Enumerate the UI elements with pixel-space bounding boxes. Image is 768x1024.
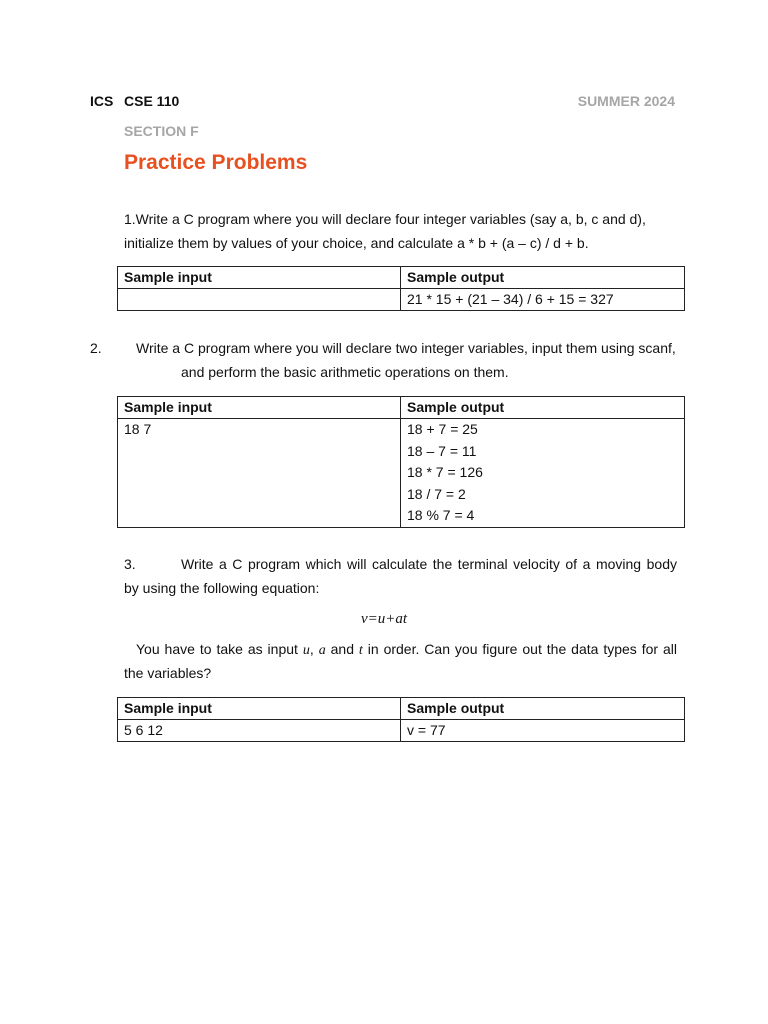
problem-1-line-1: 1.Write a C program where you will declare four integer variables (say a, b, c and d),	[124, 211, 646, 227]
problem-3-line-1: Write a C program which will calculate the terminal velocity of a moving body	[181, 556, 677, 572]
variable-u: u	[302, 643, 310, 658]
output-line: 18 * 7 = 126	[407, 464, 483, 480]
problem-1-text	[124, 208, 677, 255]
note-text: You have to take as input	[136, 641, 303, 657]
note-text: and	[325, 641, 359, 657]
note-text: ,	[309, 641, 319, 657]
equation: v=u+at	[360, 611, 408, 627]
variable-t: t	[358, 643, 363, 658]
sample-output-header: Sample output	[401, 397, 685, 419]
problem-3-note-line-2: the variables?	[124, 665, 212, 681]
output-line: 18 + 7 = 25	[407, 421, 478, 437]
problem-1-sample-input	[118, 289, 401, 311]
problem-1-sample-table	[117, 266, 685, 311]
problem-3-line-2: by using the following equation:	[124, 580, 320, 596]
problem-3-note	[136, 641, 677, 659]
problem-3-sample-table	[117, 697, 685, 742]
output-line: 18 / 7 = 2	[407, 485, 466, 502]
sample-input-header: Sample input	[118, 397, 401, 419]
problem-2-sample-output	[401, 419, 685, 528]
problem-2-line-2: and perform the basic arithmetic operations on them.	[181, 364, 509, 380]
problem-2-sample-table	[117, 396, 685, 528]
term-label: SUMMER 2024	[577, 93, 675, 109]
note-text: in order. Can you figure out the data types for all	[362, 641, 678, 657]
problem-2-line-1: Write a C program where you will declare two integer variables, input them using scanf,	[136, 340, 676, 356]
page-title: Practice Problems	[124, 151, 308, 174]
problem-3-sample-input: 5 6 12	[118, 720, 401, 742]
section-label: SECTION F	[124, 123, 199, 139]
output-line: 18 % 7 = 4	[407, 507, 475, 523]
dept-label: ICS	[90, 93, 114, 109]
variable-a: a	[318, 643, 326, 658]
problem-3-number: 3.	[124, 556, 136, 572]
sample-output-header: Sample output	[401, 698, 685, 720]
course-code: CSE 110	[124, 93, 180, 109]
sample-input-header: Sample input	[118, 267, 401, 289]
problem-2-number: 2.	[90, 340, 102, 356]
problem-1-line-2: initialize them by values of your choice, and calculate a * b + (a – c) / d + b.	[124, 234, 589, 251]
problem-3-sample-output: v = 77	[401, 720, 685, 742]
sample-output-header: Sample output	[401, 267, 685, 289]
sample-input-header: Sample input	[118, 698, 401, 720]
problem-2-sample-input: 18 7	[118, 419, 401, 528]
output-line: 18 – 7 = 11	[407, 442, 477, 459]
problem-1-sample-output: 21 * 15 + (21 – 34) / 6 + 15 = 327	[401, 289, 685, 311]
